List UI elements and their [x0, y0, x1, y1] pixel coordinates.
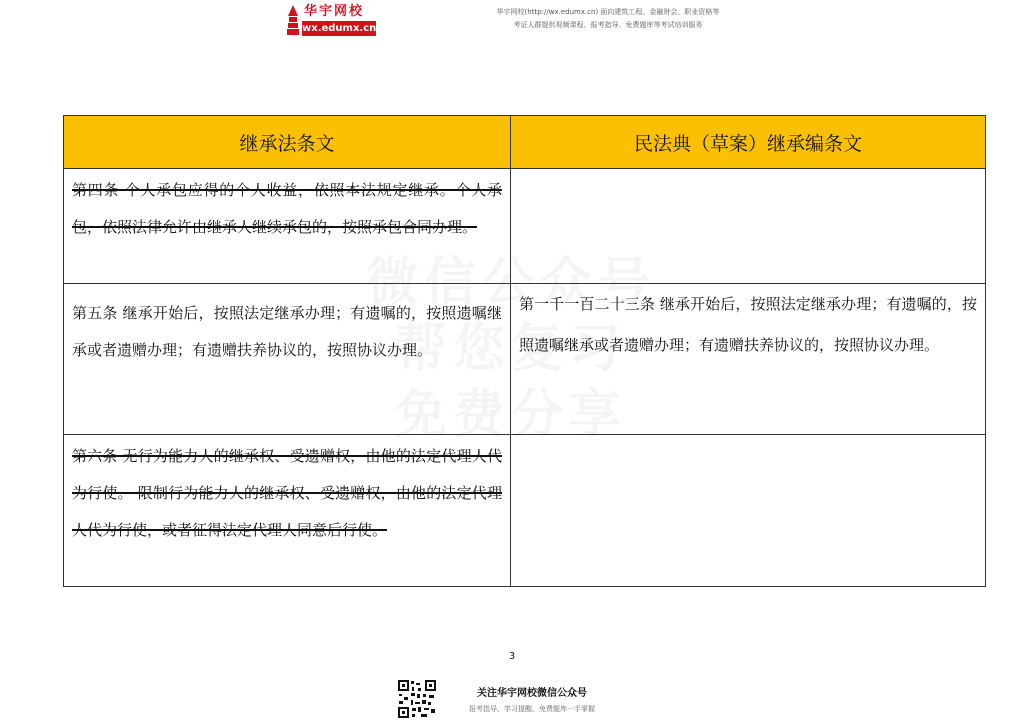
page-number: 3: [508, 651, 516, 662]
article-5-old: 第五条 继承开始后，按照法定继承办理；有遗嘱的，按照遗嘱继承或者遗赠办理；有遗赠扶养协议的，按照协议办理。: [72, 304, 502, 359]
article-4-deleted: 第四条 个人承包应得的个人收益，依照本法规定继承。个人承包，依照法律允许由继承人继续承包的，按照承包合同办理。: [72, 181, 502, 236]
table-cell-left: [64, 435, 511, 587]
table-cell-left: [64, 284, 511, 435]
table-row: [64, 435, 986, 587]
header-info: [458, 6, 758, 32]
footer-subtitle: 报考指导、学习提醒、免费题库一手掌握: [469, 705, 595, 713]
table-cell-right: [511, 284, 986, 435]
header-law-articles: 继承法条文: [64, 116, 511, 169]
table-cell-right: [511, 169, 986, 284]
site-logo[interactable]: [286, 4, 376, 36]
header-civil-code-articles: 民法典（草案）继承编条文: [511, 116, 986, 169]
logo-url: wx.edumx.cn: [302, 23, 377, 34]
footer-title: 关注华宇网校微信公众号: [477, 688, 587, 699]
table-cell-left: [64, 169, 511, 284]
table-row: [64, 284, 986, 435]
article-1123-new: 第一千一百二十三条 继承开始后，按照法定继承办理；有遗嘱的，按照遗嘱继承或者遗赠办理；有遗赠扶养协议的，按照协议办理。: [519, 295, 977, 354]
tower-logo-icon: [286, 5, 300, 35]
table-header-row: [64, 116, 986, 169]
article-6-deleted: 第六条 无行为能力人的继承权、受遗赠权，由他的法定代理人代为行使。 限制行为能力人的继承权、受遗赠权，由他的法定代理人代为行使，或者征得法定代理人同意后行使。: [72, 447, 502, 539]
qr-code-icon[interactable]: [397, 679, 437, 719]
header-info-line2: 考证人群提供视频课程、报考指导、免费题库等考试培训服务: [513, 21, 703, 29]
header-info-line1: 华宇网校(http://wx.edumx.cn) 面向建筑工程、金融财会、职业资格等: [496, 8, 720, 16]
table-cell-right: [511, 435, 986, 587]
table-row: [64, 169, 986, 284]
comparison-table: [63, 115, 986, 587]
logo-name: 华宇网校: [304, 4, 365, 19]
